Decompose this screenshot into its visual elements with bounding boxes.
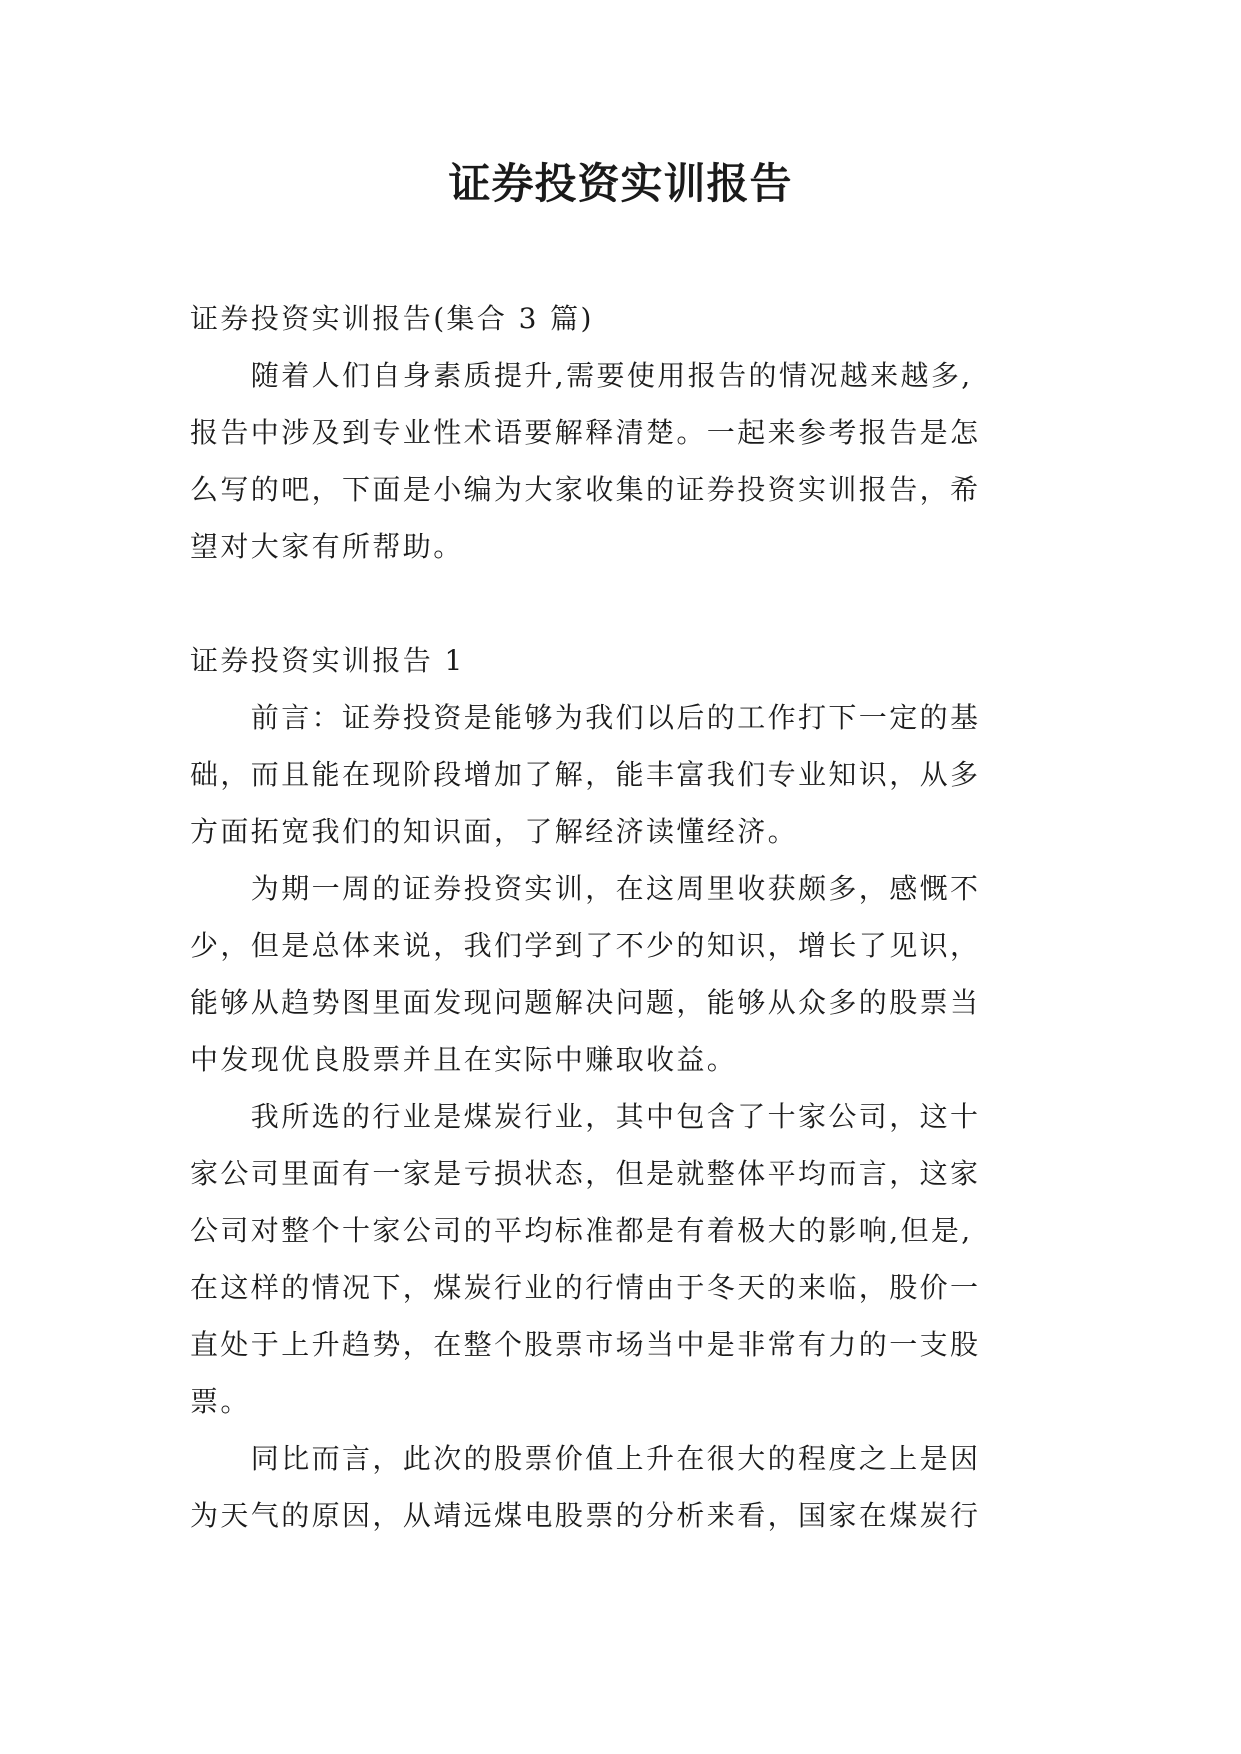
body-line: 公司对整个十家公司的平均标准都是有着极大的影响,但是, [190,1214,973,1247]
body-line: 证券投资实训报告(集合 3 篇) [190,302,594,335]
body-line: 随着人们自身素质提升,需要使用报告的情况越来越多, [190,359,973,392]
body-line: 前言：证券投资是能够为我们以后的工作打下一定的基 [190,701,981,734]
body-line: 直处于上升趋势，在整个股票市场当中是非常有力的一支股 [190,1328,981,1361]
section-heading: 证券投资实训报告 1 [190,644,465,677]
body-line: 础，而且能在现阶段增加了解，能丰富我们专业知识，从多 [190,758,981,791]
document-title: 证券投资实训报告 [448,159,793,208]
body-line: 我所选的行业是煤炭行业，其中包含了十家公司，这十 [190,1100,981,1133]
body-line: 中发现优良股票并且在实际中赚取收益。 [190,1043,738,1076]
body-line: 少，但是总体来说，我们学到了不少的知识，增长了见识， [190,929,981,962]
body-line: 报告中涉及到专业性术语要解释清楚。一起来参考报告是怎 [190,416,981,449]
body-line: 在这样的情况下，煤炭行业的行情由于冬天的来临，股价一 [190,1271,981,1304]
body-line: 家公司里面有一家是亏损状态，但是就整体平均而言，这家 [190,1157,981,1190]
body-line: 能够从趋势图里面发现问题解决问题，能够从众多的股票当 [190,986,981,1019]
body-line: 为天气的原因，从靖远煤电股票的分析来看，国家在煤炭行 [190,1499,981,1532]
blank-line [190,575,1052,632]
body-line: 票。 [190,1385,251,1418]
body-line: 望对大家有所帮助。 [190,530,464,563]
document-body [190,290,1052,1544]
body-line: 同比而言，此次的股票价值上升在很大的程度之上是因 [190,1442,981,1475]
body-line: 么写的吧，下面是小编为大家收集的证券投资实训报告，希 [190,473,981,506]
body-line: 为期一周的证券投资实训，在这周里收获颇多，感慨不 [190,872,981,905]
body-line: 方面拓宽我们的知识面，了解经济读懂经济。 [190,815,799,848]
